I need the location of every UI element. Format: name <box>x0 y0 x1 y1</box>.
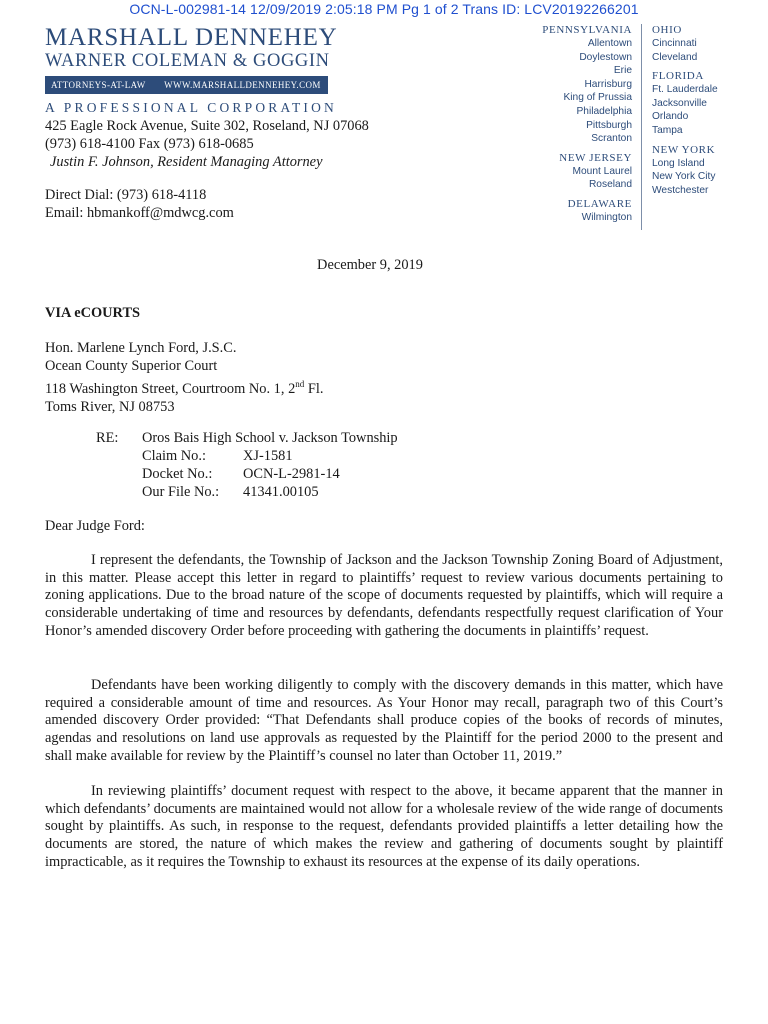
office-city: Wilmington <box>581 211 632 223</box>
office-state: PENNSYLVANIA <box>542 24 632 36</box>
office-city: Allentown <box>587 38 632 49</box>
body-paragraph: I represent the defendants, the Township of Jackson and the Jackson Township Zoning Board of Adjustment, in this matter. Please accept this letter in regard to plaintiffs’ request to review various documents pertaining to zoning applications. Due to the broad nature of the scope of documents requested by plaintiffs, which will require a considerable undertaking of time and resources by defendants, defendants respectfully request clarification of Your Honor’s amended discovery Order before proceeding with gathering the documents in plaintiffs’ request. <box>45 552 723 639</box>
delivery-method: VIA eCOURTS <box>45 305 141 321</box>
re-key: Claim No.: <box>142 448 206 464</box>
office-locations <box>520 24 760 234</box>
office-city: Erie <box>613 65 632 77</box>
office-city: Jacksonville <box>652 97 707 109</box>
re-key: Docket No.: <box>142 466 213 482</box>
office-city: Orlando <box>652 111 689 123</box>
letter-date: December 9, 2019 <box>317 257 423 273</box>
managing-attorney: Justin F. Johnson, Resident Managing Attorney <box>50 154 323 170</box>
addressee-court: Ocean County Superior Court <box>45 358 218 374</box>
office-city: Scranton <box>591 133 632 145</box>
tagline-website: WWW.MARSHALLDENNEHEY.COM <box>164 80 321 90</box>
office-city: Philadelphia <box>576 105 632 117</box>
re-caption: Oros Bais High School v. Jackson Township <box>142 430 398 446</box>
re-label: RE: <box>96 430 119 446</box>
re-value: OCN-L-2981-14 <box>243 466 340 482</box>
re-block <box>96 429 398 501</box>
re-value: XJ-1581 <box>243 448 293 464</box>
office-city: Tampa <box>652 124 683 136</box>
addressee-block <box>45 339 323 416</box>
office-state: OHIO <box>652 24 682 36</box>
salutation: Dear Judge Ford: <box>45 518 145 534</box>
office-city: Cincinnati <box>652 38 697 49</box>
filing-stamp: OCN-L-002981-14 12/09/2019 2:05:18 PM Pg 1 of 2 Trans ID: LCV20192266201 <box>129 1 639 17</box>
office-city: New York City <box>652 171 716 183</box>
addressee-name: Hon. Marlene Lynch Ford, J.S.C. <box>45 340 237 356</box>
office-city: Cleveland <box>652 51 698 63</box>
office-city: Westchester <box>652 184 709 196</box>
office-city: Doylestown <box>579 51 632 63</box>
office-state: DELAWARE <box>567 197 632 210</box>
addressee-city: Toms River, NJ 08753 <box>45 398 175 415</box>
firm-name: MARSHALL DENNEHEY <box>45 24 338 51</box>
office-city: Mount Laurel <box>572 165 632 177</box>
office-column-right <box>652 24 762 197</box>
firm-tagline-bar <box>45 76 328 94</box>
firm-address: 425 Eagle Rock Avenue, Suite 302, Roseland, NJ 07068 <box>45 118 369 134</box>
tagline-attorneys: ATTORNEYS-AT-LAW <box>51 80 146 90</box>
office-column-left <box>520 24 632 225</box>
direct-dial: Direct Dial: (973) 618-4118 <box>45 187 207 203</box>
office-city: Pittsburgh <box>586 119 632 131</box>
addressee-street: 118 Washington Street, Courtroom No. 1, 2nd Fl. <box>45 379 324 397</box>
office-state: FLORIDA <box>652 70 704 83</box>
re-value: 41341.00105 <box>243 484 319 500</box>
firm-phone-fax: (973) 618-4100 Fax (973) 618-0685 <box>45 136 254 152</box>
office-state: NEW YORK <box>652 143 716 156</box>
office-city: Long Island <box>652 157 705 169</box>
body-paragraph: Defendants have been working diligently to comply with the discovery demands in this matter, which have required a considerable amount of time and resources. As Your Honor may recall, paragraph two of this Court’s amended discovery Order provided: “That Defendants shall produce copies of the books of records of minutes, agendas and resolutions on land use approvals as requested by the Plaintiff for the period 2000 to the present and shall make available for review by the Plaintiff’s counsel no later than October 11, 2019.” <box>45 677 723 764</box>
re-key: Our File No.: <box>142 484 220 500</box>
firm-subname: WARNER COLEMAN & GOGGIN <box>45 51 330 71</box>
office-divider <box>641 24 642 230</box>
office-city: King of Prussia <box>563 92 632 104</box>
office-city: Roseland <box>588 179 632 191</box>
office-city: Harrisburg <box>584 78 632 90</box>
office-state: NEW JERSEY <box>559 151 632 164</box>
email-address: Email: hbmankoff@mdwcg.com <box>45 205 234 221</box>
body-paragraph: In reviewing plaintiffs’ document request with respect to the above, it became apparent that the manner in which defendants’ documents are maintained would not allow for a wholesale review of the wide range of documents sought by plaintiffs. As such, in response to the request, defendants provided plaintiffs a letter detailing how the documents are stored, the nature of which makes the review and gathering of documents sought by plaintiff impracticable, as it requires the Township to exhaust its resources at the expense of its daily operations. <box>45 783 723 870</box>
corporation-line: A PROFESSIONAL CORPORATION <box>45 100 337 115</box>
office-city: Ft. Lauderdale <box>652 84 718 96</box>
